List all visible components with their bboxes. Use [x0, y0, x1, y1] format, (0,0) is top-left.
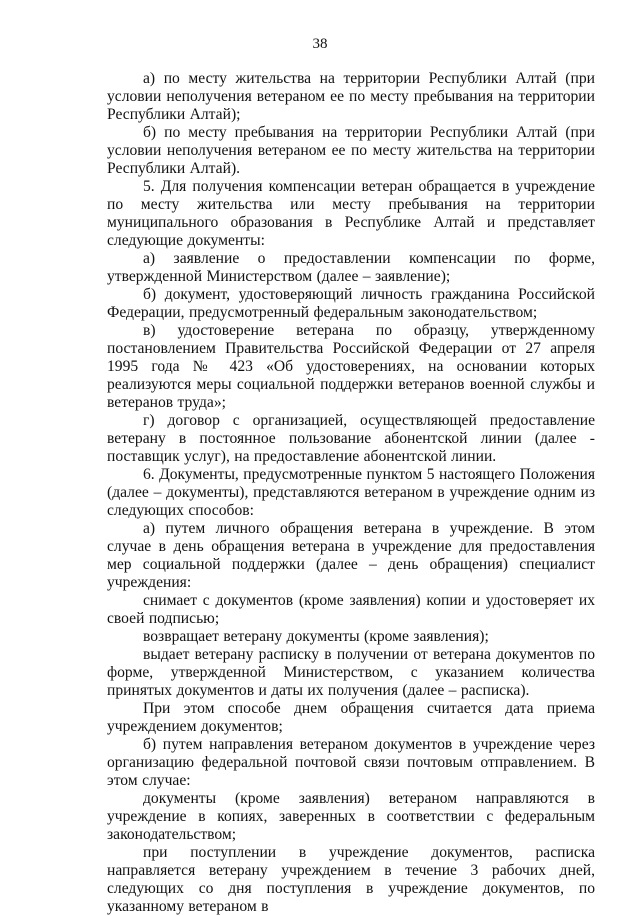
paragraph-6: 6. Документы, предусмотренные пунктом 5 настоящего Положения (далее – документы), представляются ветераном в учреждение одним из следующих способов: — [107, 466, 595, 519]
paragraph-3a: а) по месту жительства на территории Республики Алтай (при условии неполучения ветераном ее по месту пребывания на территории Республики Алтай); — [107, 70, 595, 123]
paragraph-6a: а) путем личного обращения ветерана в учреждение. В этом случае в день обращения ветерана в учреждение для предоставления мер социальной поддержки (далее – день обращения) специалист учреждения: — [107, 520, 595, 591]
paragraph-6a-return: возвращает ветерану документы (кроме заявления); — [143, 628, 489, 645]
paragraph-6b: б) путем направления ветераном документов в учреждение через организацию федеральной почтовой связи почтовым отправлением. В этом случае: — [107, 736, 595, 789]
paragraph-6b-copies: документы (кроме заявления) ветераном направляются в учреждение в копиях, заверенных в соответствии с федеральным законодательством; — [107, 790, 595, 843]
paragraph-3b: б) по месту пребывания на территории Республики Алтай (при условии неполучения ветераном ее по месту жительства на территории Республики Алтай). — [107, 124, 595, 177]
document-body — [107, 70, 595, 916]
paragraph-6b-receipt: при поступлении в учреждение документов, расписка направляется ветерану учреждением в течение 3 рабочих дней, следующих со дня поступления в учреждение документов, по указанному ветераном в — [107, 844, 595, 915]
paragraph-6a-copies: снимает с документов (кроме заявления) копии и удостоверяет их своей подписью; — [107, 592, 595, 627]
paragraph-5b: б) документ, удостоверяющий личность гражданина Российской Федерации, предусмотренный федеральным законодательством; — [107, 286, 595, 321]
paragraph-5: 5. Для получения компенсации ветеран обращается в учреждение по месту жительства или месту пребывания на территории муниципального образования в Республике Алтай и представляет следующие документы: — [107, 178, 595, 249]
paragraph-5g: г) договор с организацией, осуществляющей предоставление ветерану в постоянное пользование абонентской линии (далее - поставщик услуг), на предоставление абонентской линии. — [107, 412, 595, 465]
paragraph-6a-receipt: выдает ветерану расписку в получении от ветерана документов по форме, утвержденной Министерством, с указанием количества принятых документов и даты их получения (далее – расписка). — [107, 646, 595, 699]
paragraph-6a-date: При этом способе днем обращения считается дата приема учреждением документов; — [107, 700, 595, 735]
paragraph-5v: в) удостоверение ветерана по образцу, утвержденному постановлением Правительства Российской Федерации от 27 апреля 1995 года № 423 «Об удостоверениях, на основании которых реализуются меры социальной поддержки ветеранов военной службы и ветеранов труда»; — [107, 322, 595, 411]
page-number: 38 — [312, 36, 328, 52]
paragraph-5a: а) заявление о предоставлении компенсации по форме, утвержденной Министерством (далее – заявление); — [107, 250, 595, 285]
